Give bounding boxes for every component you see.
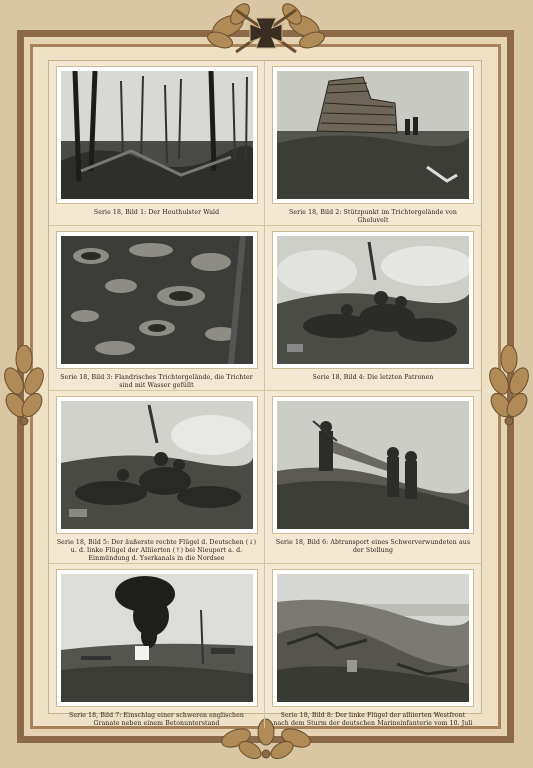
card-slot (49, 391, 265, 564)
card-slot (265, 226, 481, 391)
oak-leaves-right-icon (489, 345, 529, 429)
card-caption: Serie 18, Bild 2: Stützpunkt im Trichtergelände von Gheluvelt (289, 209, 457, 224)
photo-stretcher-bearers (273, 397, 473, 533)
card-caption: Serie 18, Bild 7: Einschlag einer schweren englischen Granate neben einem Betonunterstand (69, 712, 244, 727)
card-grid (48, 60, 482, 727)
card-caption: Serie 18, Bild 6: Abtransport eines Schwerverwundeten aus der Stellung (275, 539, 471, 554)
photo-flooded-craters (57, 232, 257, 368)
card-caption: Serie 18, Bild 1: Der Houthulster Wald (93, 209, 220, 216)
photo-soldiers-in-trench (273, 232, 473, 368)
card-caption: Serie 18, Bild 4: Die letzten Patronen (312, 374, 434, 381)
card-caption: Serie 18, Bild 8: Der linke Flügel der alliierten Westfront nach dem Sturm der deutschen Marineinfanterie vom 10. Juli (273, 712, 473, 727)
photo-coastal-trenches (273, 570, 473, 706)
card-caption: Serie 18, Bild 3: Flandrisches Trichtergelände, die Trichter sind mit Wasser gefüllt (60, 374, 253, 389)
card-slot (49, 61, 265, 226)
card-slot (265, 61, 481, 226)
photo-shell-explosion (57, 570, 257, 706)
photo-soldiers-firing (57, 397, 257, 533)
photo-shattered-forest (57, 67, 257, 203)
card-slot (265, 391, 481, 564)
card-caption: Serie 18, Bild 5: Der äußerste rechte Flügel d. Deutschen (↓) u. d. linke Flügel der Alliierten (↑) bei Nieuport a. d. Einmündung d. Yserkanals in die Nordsee (56, 539, 257, 562)
card-slot (49, 226, 265, 391)
oak-leaves-left-icon (4, 345, 44, 429)
photo-ruined-strongpoint (273, 67, 473, 203)
card-slot (49, 564, 265, 728)
card-slot (265, 564, 481, 728)
oak-leaves-iron-cross-icon (206, 2, 326, 58)
